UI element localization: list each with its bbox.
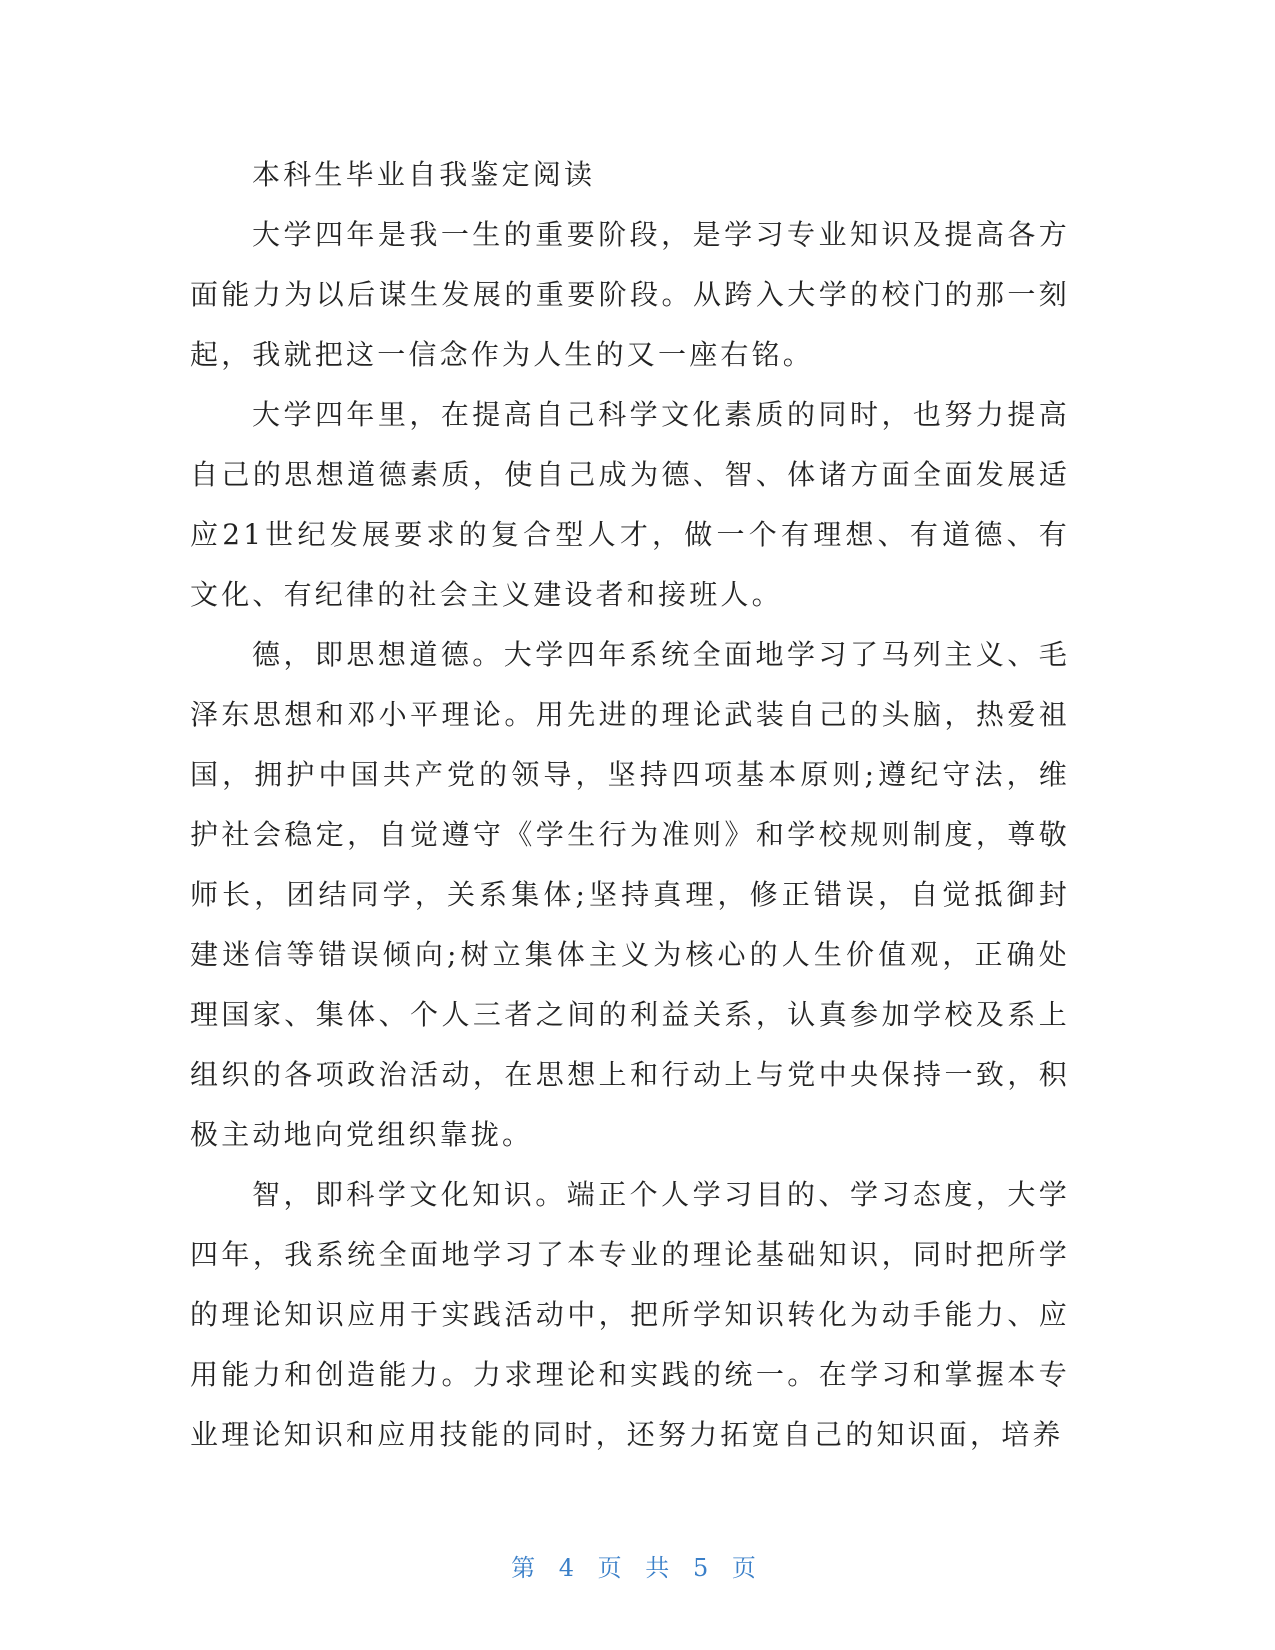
document-title: 本科生毕业自我鉴定阅读 — [252, 158, 596, 191]
paragraph-3: 德，即思想道德。大学四年系统全面地学习了马列主义、毛泽东思想和邓小平理论。用先进的理论武装自己的头脑，热爱祖国，拥护中国共产党的领导，坚持四项基本原则;遵纪守法，维护社会稳定，自觉遵守《学生行为准则》和学校规则制度，尊敬师长，团结同学，关系集体;坚持真理，修正错误，自觉抵御封建迷信等错误倾向;树立集体主义为核心的人生价值观，正确处理国家、集体、个人三者之间的利益关系，认真参加学校及系上组织的各项政治活动，在思想上和行动上与党中央保持一致，积极主动地向党组织靠拢。 — [190, 638, 1070, 1151]
document-body — [190, 145, 1070, 1465]
paragraph-4: 智，即科学文化知识。端正个人学习目的、学习态度，大学四年，我系统全面地学习了本专业的理论基础知识，同时把所学的理论知识应用于实践活动中，把所学知识转化为动手能力、应用能力和创造能力。力求理论和实践的统一。在学习和掌握本专业理论知识和应用技能的同时，还努力拓宽自己的知识面，培养 — [190, 1178, 1070, 1451]
footer-middle: 页 共 — [597, 1554, 678, 1582]
paragraph-1: 大学四年是我一生的重要阶段，是学习专业知识及提高各方面能力为以后谋生发展的重要阶段。从跨入大学的校门的那一刻起，我就把这一信念作为人生的又一座右铭。 — [190, 218, 1070, 371]
paragraph-2: 大学四年里，在提高自己科学文化素质的同时，也努力提高自己的思想道德素质，使自己成为德、智、体诸方面全面发展适应21世纪发展要求的复合型人才，做一个有理想、有道德、有文化、有纪律的社会主义建设者和接班人。 — [190, 398, 1070, 611]
footer-prefix: 第 — [511, 1554, 544, 1582]
footer-current-page: 4 — [558, 1554, 583, 1582]
page-footer — [0, 1548, 1275, 1583]
footer-suffix: 页 — [731, 1554, 764, 1582]
footer-total-pages: 5 — [692, 1554, 717, 1582]
